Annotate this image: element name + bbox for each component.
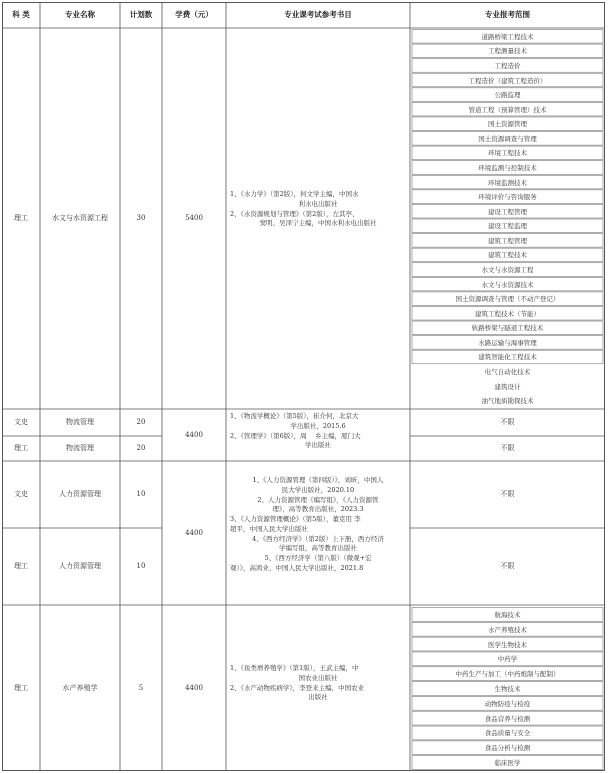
s3-plan-row2: 10	[136, 562, 146, 571]
s2-plan-row2: 20	[136, 444, 146, 453]
s2-major-row1: 物流管理	[66, 418, 94, 427]
s3-plan-row1: 10	[136, 490, 146, 499]
s1-ref-line: 2、《水资源规划与管理》（第2版），左其亭、	[230, 209, 359, 218]
scope-item: 临床医学	[494, 759, 521, 768]
scope-item: 食品营养与检测	[484, 714, 531, 723]
s2-category-row2: 理工	[14, 444, 28, 453]
s3-ref-line: 观）》，高鸿业，中国人民大学出版社，2021.8	[230, 563, 364, 572]
s3-references	[226, 476, 410, 574]
s2-category-row1: 文史	[14, 418, 28, 427]
s3-fee: 4400	[185, 528, 203, 537]
scope-item: 动物防疫与检疫	[484, 699, 531, 708]
s3-ref-line: 学编写组，高等教育出版社	[279, 544, 357, 553]
scope-item: 水文与水资源技术	[481, 280, 534, 289]
scope-item: 生物技术	[494, 684, 521, 693]
scope-item: 道路桥梁工程技术	[481, 32, 534, 41]
scope-item: 中药学	[497, 655, 518, 664]
scope-item: 建筑工程技术（节能）	[475, 309, 540, 318]
s3-category-row1: 文史	[14, 490, 28, 499]
scope-item: 公路监理	[494, 91, 521, 100]
s3-ref-line: 1、《人力资源管理（第四版）》，刘昕，中国人	[252, 476, 384, 484]
s2-scope-row2: 不限	[500, 444, 515, 453]
header-scope: 专业报考范围	[485, 9, 530, 19]
s2-ref-line: 学出版社，2015.6	[290, 421, 346, 430]
s4-plan: 5	[138, 683, 144, 692]
scope-item: 工程造价（建筑工程造价）	[468, 76, 547, 85]
s2-ref-line: 学出版社	[305, 441, 331, 450]
s3-major-row2: 人力资源管理	[59, 562, 101, 571]
scope-item: 国土资源调查与管理	[478, 134, 537, 143]
s1-major: 水文与水资源工程	[52, 214, 108, 223]
scope-item: 环境评价与咨询服务	[478, 193, 537, 202]
scope-item: 水路运输与海事管理	[478, 338, 537, 347]
scope-item: 环境监测技术	[488, 178, 527, 187]
s4-major: 水产养殖学	[62, 683, 98, 692]
s1-fee: 5400	[185, 214, 203, 223]
header-references: 专业课考试参考书目	[284, 9, 352, 19]
s3-ref-line: 理》，高等教育出版社，2023.3	[272, 505, 364, 514]
s3-scope-row1: 不限	[500, 490, 515, 499]
scope-item: 国土资源管理	[488, 120, 527, 129]
s3-major-row1: 人力资源管理	[59, 490, 101, 499]
s4-category: 理工	[14, 683, 28, 692]
s4-fee: 4400	[185, 683, 203, 692]
scope-item: 建筑设计	[494, 382, 521, 391]
scope-item: 医学生物技术	[488, 640, 527, 649]
s4-ref-line: 国农业出版社	[298, 673, 338, 682]
scope-item: 电气自动化技术	[484, 368, 531, 377]
scope-item: 工程造价	[494, 61, 521, 70]
scope-item: 建设工程管理	[488, 207, 527, 216]
s1-plan: 30	[136, 214, 146, 223]
header-plan: 计划数	[129, 9, 153, 19]
s4-ref-line: 1、《鱼类增养殖学》（第1版），王武主编，中	[230, 664, 359, 672]
scope-item: 环境工程技术	[488, 149, 527, 158]
s3-ref-line: 5、《西方经济学（第八版）（微观+宏	[264, 554, 372, 562]
s3-ref-line: 超平，中国人民大学出版社	[230, 524, 308, 533]
header-category: 科 类	[12, 9, 30, 19]
s1-category: 理工	[14, 214, 28, 223]
s1-ref-line: 窦明、吴泽宁主编，中国水利水电出版社	[259, 219, 377, 228]
scope-item: 轨路桥梁与隧道工程技术	[471, 324, 544, 333]
scope-item: 管道工程（预算管理）技术	[468, 105, 547, 114]
s2-ref-line: 1、《物流学概论》（第5版），崔介何，北京大	[230, 412, 359, 420]
s3-ref-line: 4、《西方经济学》（第2版）上下册，西方经济	[252, 534, 384, 543]
scope-item: 水文与水资源工程	[481, 266, 534, 274]
scope-item: 中药生产与加工（中药炮制与配制）	[455, 670, 560, 679]
s1-ref-line: 1、《水力学》（第2版），何文学主编，中国水	[230, 190, 359, 198]
s2-references	[226, 412, 410, 451]
s2-fee: 4400	[185, 430, 203, 439]
s1-references	[226, 190, 410, 229]
s2-ref-line: 2、《管理学》（第6版），周 乡主编，厦门大	[230, 431, 361, 440]
s4-ref-line: 出版社	[308, 693, 328, 702]
s2-major-row2: 物流管理	[66, 444, 94, 453]
scope-item: 水产养殖技术	[488, 625, 527, 634]
scope-item: 环境监测与控制技术	[478, 163, 537, 172]
scope-item: 国土资源调查与管理（不动产登记）	[455, 295, 560, 304]
s4-ref-line: 2、《水产动物疾病学》，李登来主编，中国农业	[230, 683, 365, 692]
s3-category-row2: 理工	[14, 562, 28, 571]
header-major: 专业名称	[65, 9, 95, 19]
scope-item: 食品分析与检测	[484, 744, 531, 753]
s4-references	[226, 664, 410, 703]
scope-item: 建筑工程管理	[488, 236, 527, 245]
s2-scope-row1: 不限	[500, 418, 515, 427]
s3-ref-line: 民大学出版社，2020.10	[281, 485, 355, 494]
scope-item: 建筑智能化工程技术	[478, 353, 537, 362]
scope-item: 航海技术	[494, 610, 521, 619]
scope-item: 食品质量与安全	[484, 729, 531, 738]
s3-scope-row2: 不限	[500, 562, 515, 571]
scope-item: 油气地质勘探技术	[481, 397, 534, 406]
scope-item: 建设工程监理	[488, 222, 527, 231]
header-fee: 学费（元）	[175, 9, 213, 19]
s1-ref-line: 利水电出版社	[298, 199, 338, 208]
s3-ref-line: 3、《人力资源管理概论》（第5版），董克用 李	[230, 515, 361, 523]
scope-item: 工程测量技术	[488, 47, 527, 56]
s3-ref-line: 2、人力资源管理《编写组》，《人力资源管	[257, 495, 379, 504]
s2-plan-row1: 20	[136, 418, 146, 427]
scope-item: 建筑工程技术	[488, 251, 527, 260]
